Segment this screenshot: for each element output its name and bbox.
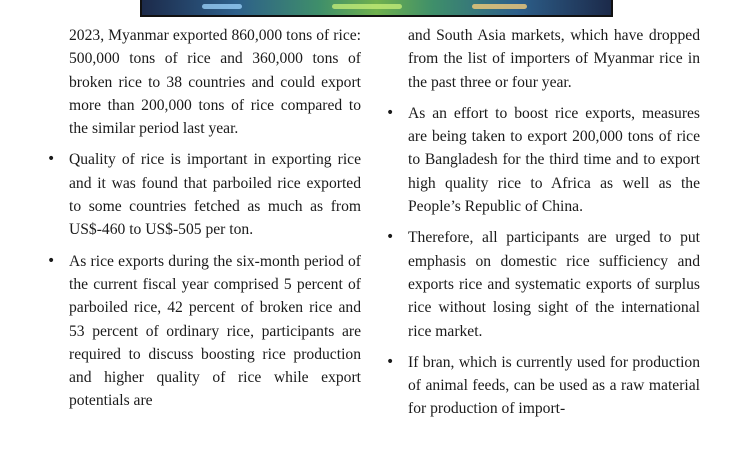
- left-continuation-paragraph: 2023, Myanmar exported 860,000 tons of rice: 500,000 tons of rice and 360,000 tons of broken rice to 38 countries and could export more than 200,000 tons of rice compared to the similar period last year.: [69, 27, 361, 138]
- left-bullet-2: • As rice exports during the six-month period of the current fiscal year comprised 5 percent of parboiled rice, 42 percent of broken rice and 53 percent of ordinary rice, participants are required to discuss boosting rice production and higher quality of rice while export potentials are: [69, 250, 361, 413]
- right-continuation-paragraph: and South Asia markets, which have dropped from the list of importers of Myanmar rice in the past three or four year.: [408, 27, 700, 91]
- right-column: [408, 24, 700, 429]
- right-bullet-3: • If bran, which is currently used for production of animal feeds, can be used as a raw material for production of import-: [408, 351, 700, 421]
- left-column: [69, 24, 361, 421]
- right-bullet-2: • Therefore, all participants are urged to put emphasis on domestic rice sufficiency and exports rice and systematic exports of surplus rice without losing sight of the international rice market.: [408, 226, 700, 342]
- right-bullet-1: • As an effort to boost rice exports, measures are being taken to export 200,000 tons of rice to Bangladesh for the third time and to export high quality rice to Africa as well as the People’s Republic of China.: [408, 102, 700, 218]
- left-bullet-1: • Quality of rice is important in exporting rice and it was found that parboiled rice exported to some countries fetched as much as from US$-460 to US$-505 per ton.: [69, 148, 361, 241]
- header-photo: [140, 0, 613, 17]
